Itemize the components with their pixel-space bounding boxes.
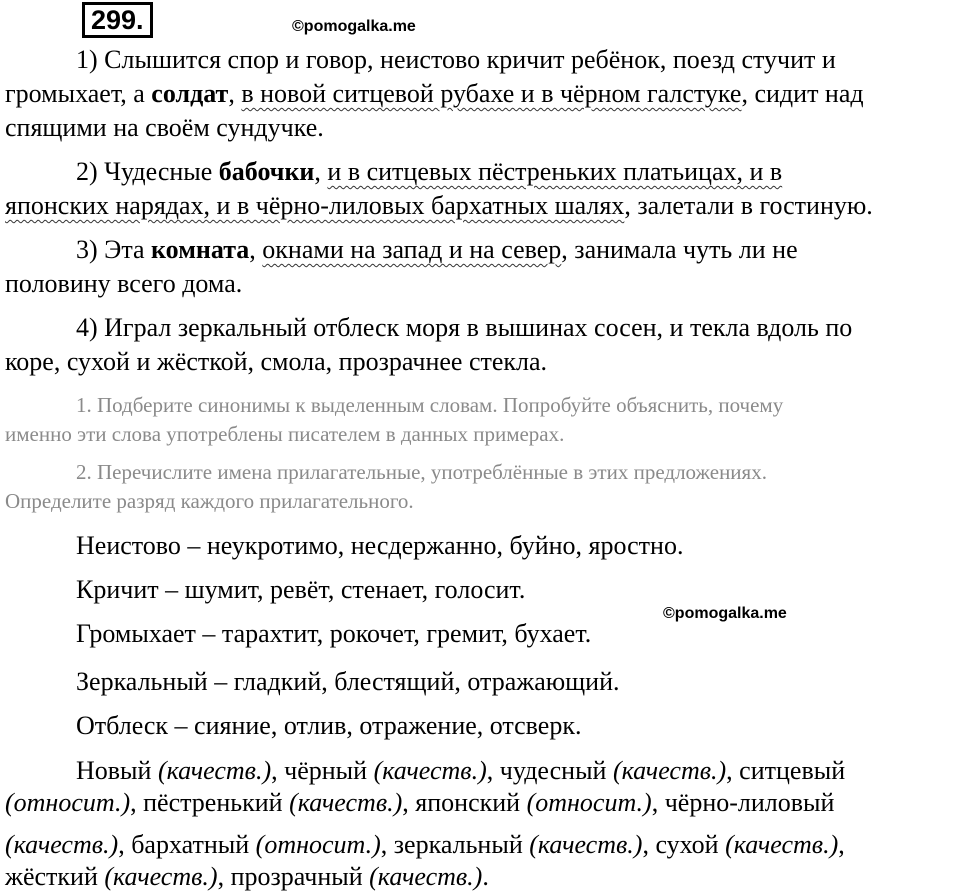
task-1-line-1: 1. Подберите синонимы к выделенным словам. Попробуйте объяснить, почему: [76, 393, 784, 417]
underlined-phrase: в новой ситцевой рубахе и в чёрном галстуке: [241, 79, 742, 108]
text: , занимала чуть ли не: [561, 235, 798, 264]
text: , прозрачный: [217, 862, 370, 891]
category: (качеств.): [369, 862, 483, 891]
category: (качеств.): [373, 756, 487, 785]
text: Новый: [76, 756, 158, 785]
text: , ситцевый: [726, 756, 846, 785]
category: (качеств.): [289, 788, 403, 817]
text: , чёрно-лиловый: [651, 788, 835, 817]
category: (качеств.): [725, 830, 839, 859]
sentence-1-line-3: спящими на своём сундучке.: [5, 113, 324, 142]
category: (качеств.): [157, 756, 272, 785]
task-1-line-2: именно эти слова употреблены писателем в данных примерах.: [5, 422, 565, 446]
task-2-line-2: Определите разряд каждого прилагательного.: [5, 489, 414, 513]
sentence-2-line-1: [76, 156, 782, 188]
category: (качеств.): [529, 830, 643, 859]
exercise-number: 299.: [82, 2, 153, 38]
watermark: ©pomogalka.me: [292, 18, 416, 35]
answer-line: Отблеск – сияние, отлив, отражение, отсверк.: [76, 711, 582, 740]
underlined-phrase: и в ситцевых пёстреньких платьицах, и в: [327, 157, 783, 186]
text: 3) Эта: [76, 235, 152, 264]
text: , сидит над: [741, 79, 864, 108]
adjectives-line-2: [5, 787, 834, 819]
answer-line: Зеркальный – гладкий, блестящий, отражающий.: [76, 667, 620, 696]
answer-line: Громыхает – тарахтит, рокочет, гремит, бухает.: [76, 619, 592, 648]
text: , залетали в гостиную.: [624, 191, 873, 220]
text: ,: [249, 235, 263, 264]
sentence-2-line-2: [5, 190, 873, 222]
text: жёсткий: [5, 862, 105, 891]
watermark: ©pomogalka.me: [663, 605, 787, 622]
adjectives-line-3: [5, 829, 845, 861]
text: .: [482, 862, 489, 891]
sentence-3-line-1: [76, 234, 798, 266]
category: (относит.): [5, 788, 131, 817]
adjectives-line-4: [5, 861, 489, 893]
sentence-1-line-2: [5, 78, 864, 110]
text: ,: [838, 830, 845, 859]
text: , бархатный: [118, 830, 256, 859]
answer-line: Кричит – шумит, ревёт, стенает, голосит.: [76, 575, 526, 604]
text: 2) Чудесные: [76, 157, 219, 186]
category: (относит.): [255, 830, 381, 859]
highlighted-word: солдат: [151, 79, 229, 108]
text: , чёрный: [271, 756, 374, 785]
text: , чудесный: [486, 756, 613, 785]
sentence-4-line-2: коре, сухой и жёсткой, смола, прозрачнее стекла.: [5, 347, 548, 376]
highlighted-word: комната: [151, 235, 250, 264]
highlighted-word: бабочки: [218, 157, 315, 186]
answer-line: Неистово – неукротимо, несдержанно, буйно, яростно.: [76, 531, 684, 560]
underlined-phrase: окнами на запад и на север: [262, 235, 562, 264]
text: , сухой: [642, 830, 726, 859]
text: , пёстренький: [130, 788, 290, 817]
category: (качеств.): [104, 862, 218, 891]
category: (качеств.): [5, 830, 119, 859]
category: (относит.): [526, 788, 652, 817]
sentence-1-line-1: 1) Слышится спор и говор, неистово кричит ребёнок, поезд стучит и: [76, 45, 836, 74]
text: громыхает, а: [5, 79, 152, 108]
text: ,: [314, 157, 328, 186]
sentence-4-line-1: 4) Играл зеркальный отблеск моря в вышинах сосен, и текла вдоль по: [76, 313, 853, 342]
text: , зеркальный: [380, 830, 530, 859]
text: ,: [228, 79, 242, 108]
adjectives-line-1: [76, 755, 845, 787]
task-2-line-1: 2. Перечислите имена прилагательные, употреблённые в этих предложениях.: [76, 460, 767, 484]
category: (качеств.): [612, 756, 727, 785]
sentence-3-line-2: половину всего дома.: [5, 269, 243, 298]
text: , японский: [402, 788, 527, 817]
underlined-phrase: японских нарядах, и в чёрно-лиловых бархатных шалях: [5, 191, 625, 220]
